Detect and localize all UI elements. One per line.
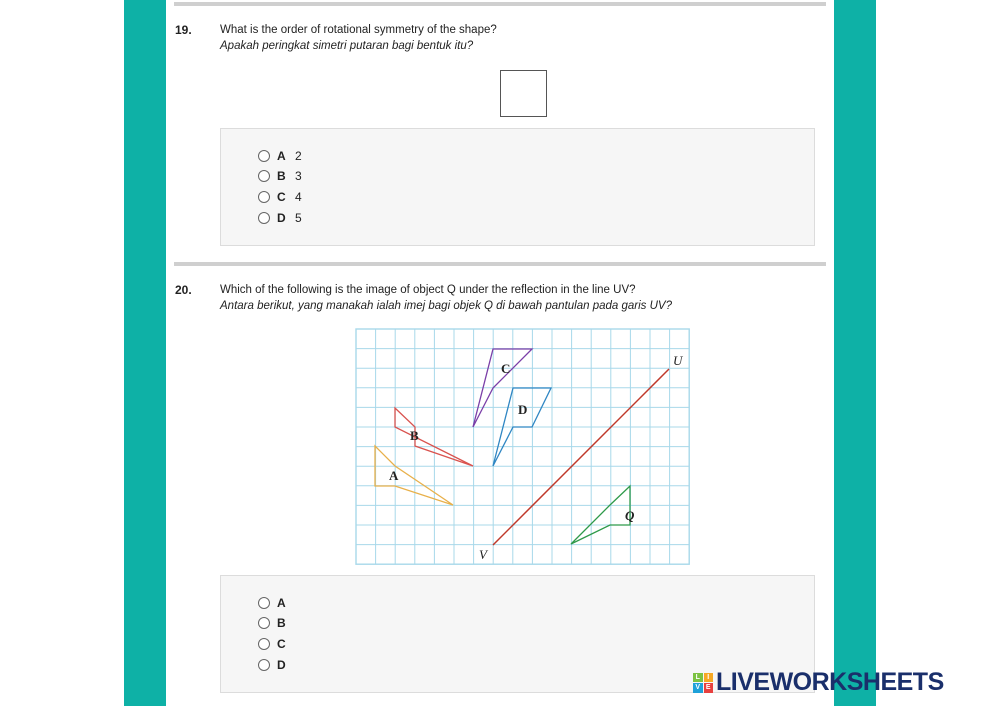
option-value: 5 [295, 211, 302, 225]
option-letter: D [277, 658, 286, 672]
radio-button[interactable] [258, 597, 270, 609]
radio-button[interactable] [258, 191, 270, 203]
section-divider [174, 262, 826, 266]
radio-button[interactable] [258, 150, 270, 162]
label-v: V [479, 547, 487, 562]
logo-letter: V [693, 683, 703, 693]
option-letter: C [277, 637, 286, 651]
right-side-band [834, 0, 876, 706]
option-letter: B [277, 616, 286, 630]
question-20-option-c[interactable] [258, 635, 295, 653]
liveworksheets-logo [693, 668, 944, 697]
label-u: U [673, 353, 683, 368]
question-19-text [220, 22, 497, 54]
radio-button[interactable] [258, 212, 270, 224]
left-side-band [124, 0, 166, 706]
radio-button[interactable] [258, 170, 270, 182]
question-19-option-c[interactable] [258, 188, 302, 206]
question-20-option-a[interactable] [258, 594, 295, 612]
radio-button[interactable] [258, 659, 270, 671]
question-20-option-d[interactable] [258, 656, 295, 674]
brand-logo-icon [693, 673, 713, 693]
question-20-english: Which of the following is the image of object Q under the reflection in the line UV? [220, 284, 636, 296]
option-letter: C [277, 190, 286, 204]
question-20-option-b[interactable] [258, 614, 295, 632]
question-19-number: 19. [175, 23, 192, 37]
question-20-malay: Antara berikut, yang manakah ialah imej bagi objek Q di bawah pantulan pada garis UV? [220, 300, 672, 312]
option-letter: A [277, 149, 286, 163]
logo-letter: L [693, 673, 703, 683]
question-19-option-a[interactable] [258, 147, 302, 165]
label-a: A [389, 468, 399, 483]
section-divider [174, 2, 826, 6]
logo-letter: E [704, 683, 714, 693]
question-19-answer-box [220, 128, 815, 246]
option-value: 4 [295, 190, 302, 204]
option-letter: B [277, 169, 286, 183]
reflection-diagram [355, 327, 692, 567]
label-d: D [518, 402, 528, 417]
radio-button[interactable] [258, 638, 270, 650]
brand-text: LIVEWORKSHEETS [716, 668, 944, 696]
question-19-option-d[interactable] [258, 209, 302, 227]
question-19-english: What is the order of rotational symmetry of the shape? [220, 24, 497, 36]
option-value: 2 [295, 149, 302, 163]
question-20-number: 20. [175, 283, 192, 297]
logo-letter: I [704, 673, 714, 683]
grid [356, 329, 689, 564]
option-value: 3 [295, 169, 302, 183]
radio-button[interactable] [258, 617, 270, 629]
label-b: B [410, 428, 419, 443]
square-shape [500, 70, 547, 117]
label-c: C [501, 361, 511, 376]
option-letter: D [277, 211, 286, 225]
label-q: Q [625, 508, 635, 523]
option-letter: A [277, 596, 286, 610]
question-19-option-b[interactable] [258, 167, 302, 185]
question-20-text [220, 282, 672, 314]
question-19-malay: Apakah peringkat simetri putaran bagi bentuk itu? [220, 40, 474, 52]
